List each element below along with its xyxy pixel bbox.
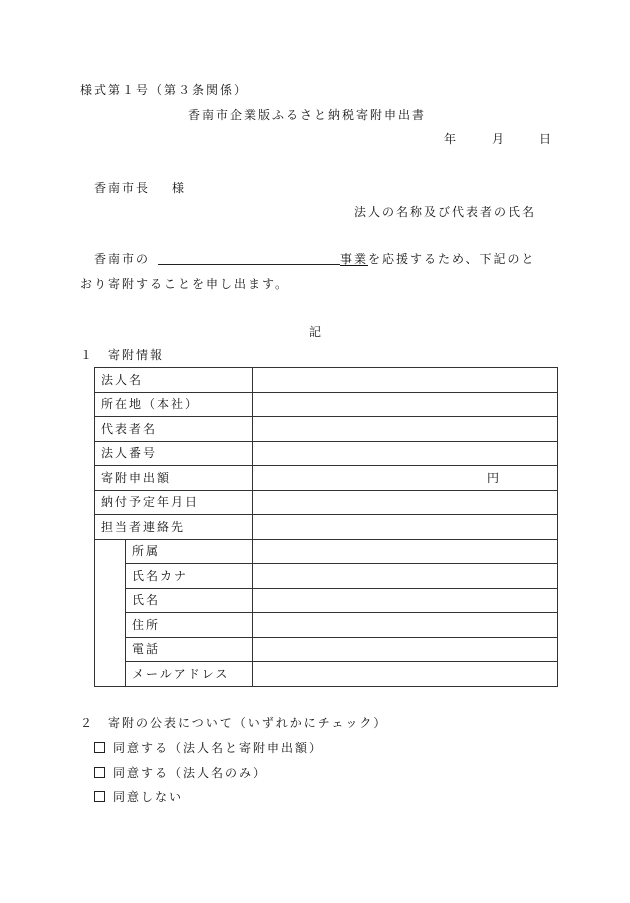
payment-date-field[interactable]	[253, 490, 558, 515]
row-label: 所在地（本社）	[95, 392, 253, 417]
ki-label: 記	[309, 325, 324, 339]
corporation-name-field[interactable]	[253, 368, 558, 393]
row-label: 寄附申出額	[95, 466, 253, 491]
row-label: 法人番号	[95, 441, 253, 466]
table-row	[95, 466, 558, 491]
row-label: メールアドレス	[126, 662, 253, 687]
row-label: 担当者連絡先	[95, 515, 253, 540]
row-label: 法人名	[95, 368, 253, 393]
table-row	[95, 417, 558, 442]
table-row	[95, 539, 558, 564]
indent-cell	[95, 662, 126, 687]
corporate-number-field[interactable]	[253, 441, 558, 466]
row-label: 納付予定年月日	[95, 490, 253, 515]
checkbox-icon[interactable]	[94, 742, 105, 753]
document-title: 香南市企業版ふるさと納税寄附申出書	[188, 108, 427, 122]
body-line2: おり寄附することを申し出ます。	[80, 277, 290, 291]
section1-heading: １ 寄附情報	[80, 348, 165, 362]
addressee-honorific: 様	[172, 181, 187, 195]
option-label: 同意しない	[113, 790, 184, 804]
applicant-label: 法人の名称及び代表者の氏名	[354, 205, 537, 219]
name-field[interactable]	[253, 588, 558, 613]
body-rest: を応援するため、下記のと	[368, 252, 536, 266]
date-month-label: 月	[492, 132, 507, 146]
row-label: 代表者名	[95, 417, 253, 442]
form-number: 様式第１号（第３条関係）	[80, 83, 249, 97]
project-name-blank[interactable]	[158, 264, 340, 265]
contact-person-field[interactable]	[253, 515, 558, 540]
table-row	[95, 368, 558, 393]
table-row	[95, 613, 558, 638]
yen-unit: 円	[487, 471, 502, 485]
table-row	[95, 588, 558, 613]
checkbox-icon[interactable]	[94, 791, 105, 802]
table-row	[95, 392, 558, 417]
table-row	[95, 637, 558, 662]
indent-cell	[95, 539, 126, 564]
phone-field[interactable]	[253, 637, 558, 662]
email-field[interactable]	[253, 662, 558, 687]
row-label: 所属	[126, 539, 253, 564]
contact-address-field[interactable]	[253, 613, 558, 638]
indent-cell	[95, 613, 126, 638]
address-field[interactable]	[253, 392, 558, 417]
option-label: 同意する（法人名と寄附申出額）	[113, 741, 324, 755]
date-year-label: 年	[444, 132, 459, 146]
date-day-label: 日	[539, 132, 554, 146]
option-no-consent[interactable]	[94, 790, 183, 804]
donation-amount-field[interactable]	[253, 466, 558, 491]
table-row	[95, 662, 558, 687]
indent-cell	[95, 637, 126, 662]
department-field[interactable]	[253, 539, 558, 564]
body-project: 事業	[340, 252, 369, 266]
donation-info-table	[94, 367, 558, 687]
representative-name-field[interactable]	[253, 417, 558, 442]
indent-cell	[95, 564, 126, 589]
row-label: 住所	[126, 613, 253, 638]
row-label: 氏名	[126, 588, 253, 613]
name-kana-field[interactable]	[253, 564, 558, 589]
row-label: 氏名カナ	[126, 564, 253, 589]
table-row	[95, 441, 558, 466]
checkbox-icon[interactable]	[94, 767, 105, 778]
table-row	[95, 490, 558, 515]
indent-cell	[95, 588, 126, 613]
table-row	[95, 515, 558, 540]
table-row	[95, 564, 558, 589]
addressee: 香南市長	[94, 181, 151, 195]
option-consent-name-only[interactable]	[94, 766, 267, 780]
section2-heading: ２ 寄附の公表について（いずれかにチェック）	[80, 716, 388, 730]
row-label: 電話	[126, 637, 253, 662]
option-consent-name-amount[interactable]	[94, 741, 323, 755]
body-prefix: 香南市の	[94, 252, 151, 266]
option-label: 同意する（法人名のみ）	[113, 766, 268, 780]
